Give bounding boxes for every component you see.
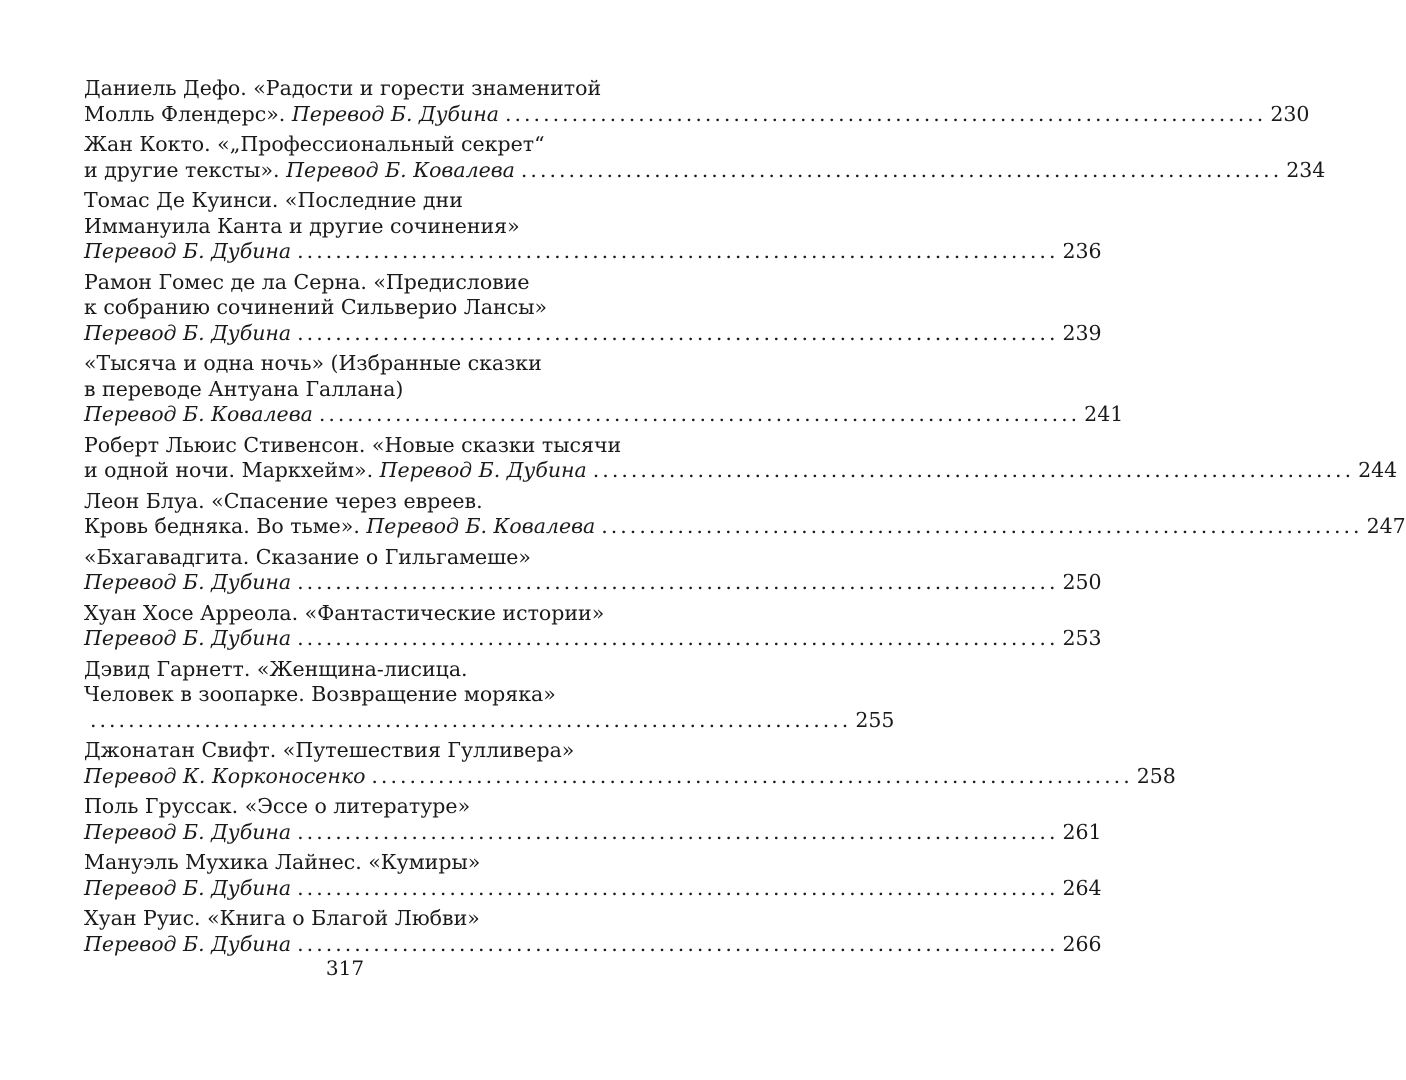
entry-title-line: «Тысяча и одна ночь» (Избранные сказки <box>84 351 542 375</box>
dot-leader: ................................................................................ <box>601 514 1363 538</box>
entry-last-line <box>84 157 1326 184</box>
entry-page-number: 244 <box>1358 458 1398 482</box>
entry-last-line <box>84 626 1102 652</box>
translator-credit: Перевод Б. Дубина <box>84 875 292 900</box>
toc-entry <box>84 906 1102 957</box>
dot-leader: ................................................................................ <box>297 819 1059 844</box>
entry-title-line: Леон Блуа. «Спасение через евреев. <box>84 488 483 513</box>
toc-entry <box>84 738 1176 789</box>
entry-title-line: в переводе Антуана Галлана) <box>84 376 404 401</box>
entry-title-line: Поль Груссак. «Эссе о литературе» <box>84 794 471 818</box>
entry-title-line: Мануэль Мухика Лайнес. «Кумиры» <box>84 850 481 874</box>
entry-lead <box>84 932 291 958</box>
dot-leader: ................................................................................ <box>297 626 1059 650</box>
entry-lead <box>84 514 595 540</box>
entry-lead <box>84 321 291 347</box>
toc-entry <box>84 132 1326 183</box>
toc-entry <box>84 850 1102 901</box>
toc-entry <box>84 488 1406 540</box>
entry-title-line: «Бхагавадгита. Сказание о Гильгамеше» <box>84 544 531 569</box>
entry-last-line <box>84 931 1102 958</box>
translator-credit: Перевод Б. Ковалева <box>366 514 596 538</box>
toc-entry <box>84 76 1310 127</box>
entry-title-line: Джонатан Свифт. «Путешествия Гулливера» <box>84 738 575 762</box>
entry-title-line: Рамон Гомес де ла Серна. «Предисловие <box>84 269 530 294</box>
entry-page-number: 264 <box>1062 875 1102 900</box>
translator-credit: Перевод Б. Дубина <box>379 458 587 482</box>
entry-last-line <box>84 402 1124 428</box>
entry-lead <box>84 876 291 902</box>
entry-page-number: 266 <box>1062 931 1102 956</box>
entry-last-line <box>84 458 1398 484</box>
entry-lead <box>84 239 291 265</box>
entry-page-number: 258 <box>1136 763 1176 788</box>
dot-leader: ................................................................................ <box>297 239 1059 263</box>
entry-last-line <box>84 763 1176 790</box>
translator-credit: Перевод Б. Дубина <box>84 320 292 345</box>
entry-page-number: 241 <box>1084 402 1124 426</box>
entry-title-line: к собранию сочинений Сильверио Лансы» <box>84 295 548 319</box>
page-number: 317 <box>325 956 365 980</box>
entry-last-line <box>84 320 1102 347</box>
entry-title-line: Жан Кокто. «„Профессиональный секрет“ <box>84 132 545 156</box>
entry-page-number: 253 <box>1062 626 1102 650</box>
translator-credit: Перевод Б. Дубина <box>84 626 292 650</box>
toc-entry <box>84 188 1102 265</box>
dot-leader: ................................................................................ <box>371 763 1133 788</box>
entry-page-number: 239 <box>1062 320 1102 345</box>
entry-lead <box>84 102 499 128</box>
entry-page-number: 255 <box>855 707 895 732</box>
translator-credit: Перевод Б. Дубина <box>84 819 292 844</box>
entry-title-line: Томас Де Куинси. «Последние дни <box>84 188 463 212</box>
dot-leader: ................................................................................ <box>592 458 1355 482</box>
entry-last-line <box>84 570 1102 596</box>
entry-lead <box>84 626 291 652</box>
entry-last-line <box>84 819 1102 846</box>
entry-page-number: 250 <box>1062 570 1102 594</box>
entry-title-line: Хуан Хосе Арреола. «Фантастические истории» <box>84 600 605 625</box>
entry-title-line: Роберт Льюис Стивенсон. «Новые сказки тысячи <box>84 432 622 457</box>
entry-last-line <box>84 239 1102 265</box>
entry-lead <box>84 570 291 596</box>
entry-page-number: 236 <box>1062 239 1102 263</box>
dot-leader: ................................................................................ <box>297 320 1059 345</box>
entry-title-line: Дэвид Гарнетт. «Женщина-лисица. <box>84 656 468 681</box>
dot-leader: ................................................................................ <box>505 101 1267 126</box>
entry-page-number: 234 <box>1286 157 1326 182</box>
toc-entry <box>84 351 1124 428</box>
entry-last-line <box>84 875 1102 902</box>
translator-credit: Перевод Б. Дубина <box>84 570 292 594</box>
entry-title-line: Иммануила Канта и другие сочинения» <box>84 213 520 238</box>
entry-lead <box>84 458 587 484</box>
entry-title-tail: и другие тексты». <box>84 157 280 182</box>
entry-page-number: 230 <box>1270 101 1310 126</box>
entry-last-line <box>84 101 1310 128</box>
entry-lead <box>84 158 515 184</box>
entry-lead <box>84 402 313 428</box>
translator-credit: Перевод Б. Дубина <box>84 931 292 956</box>
toc-entry <box>84 656 895 734</box>
translator-credit: Перевод Б. Ковалева <box>84 402 313 426</box>
dot-leader: ................................................................................ <box>520 157 1283 182</box>
dot-leader: ................................................................................ <box>318 402 1081 426</box>
dot-leader: ................................................................................ <box>297 931 1059 956</box>
entry-title-line: Хуан Руис. «Книга о Благой Любви» <box>84 906 480 930</box>
translator-credit: Перевод Б. Дубина <box>84 239 292 263</box>
entry-page-number: 261 <box>1062 819 1102 844</box>
dot-leader: ................................................................................ <box>90 707 852 732</box>
dot-leader: ................................................................................ <box>297 570 1059 594</box>
toc-entry <box>84 794 1102 845</box>
entry-title-line: Человек в зоопарке. Возвращение моряка» <box>84 682 556 706</box>
toc-entry <box>84 432 1398 484</box>
entry-last-line <box>84 707 895 734</box>
toc-entry <box>84 269 1102 347</box>
toc-entry <box>84 600 1102 652</box>
translator-credit: Перевод Б. Дубина <box>291 101 499 126</box>
entry-title-line: Даниель Дефо. «Радости и горести знаменитой <box>84 76 602 100</box>
entry-title-tail: и одной ночи. Маркхейм». <box>84 458 374 482</box>
entry-lead <box>84 764 365 790</box>
dot-leader: ................................................................................ <box>297 875 1059 900</box>
entry-title-tail: Молль Флендерс». <box>84 101 286 126</box>
entry-page-number: 247 <box>1366 514 1406 538</box>
table-of-contents <box>84 76 1406 962</box>
entry-title-tail: Кровь бедняка. Во тьме». <box>84 514 360 538</box>
entry-last-line <box>84 514 1406 540</box>
translator-credit: Перевод Б. Ковалева <box>286 157 515 182</box>
toc-entry <box>84 544 1102 596</box>
entry-lead <box>84 820 291 846</box>
translator-credit: Перевод К. Корконосенко <box>84 763 366 788</box>
